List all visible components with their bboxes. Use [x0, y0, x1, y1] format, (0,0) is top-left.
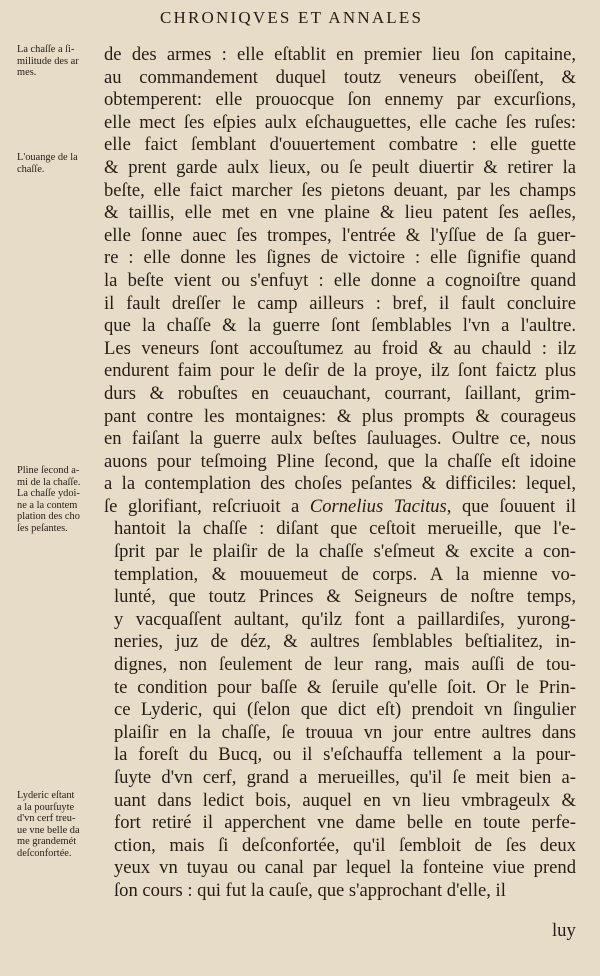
body-line: endurent faim pour le deſir de la proye, ilz ſont faictz plus — [104, 360, 576, 382]
margin-note — [17, 152, 103, 175]
body-line: ſuyte d'vn cerf, grand a merueilles, qu'il ſe meit bien a- — [114, 767, 576, 788]
margin-note — [17, 465, 103, 535]
margin-note-line: chaſſe. — [17, 163, 45, 175]
body-line: ſprit par le plaiſir de la chaſſe s'eſmeut & excite a con- — [114, 541, 576, 563]
body-line: ce Lyderic, qui (ſelon que dict eſt) prendoit vn ſingulier — [114, 699, 576, 721]
margin-note-line: ſes peſantes. — [17, 522, 68, 534]
body-line: neries, juz de déz, & aultres ſemblables beſtialitez, in- — [114, 631, 576, 653]
margin-note-line: militude des ar — [17, 55, 79, 67]
body-line: au commandement duquel toutz veneurs obeiſſent, & — [104, 66, 576, 88]
body-line: beſte, elle faict marcher ſes pietons deuant, par les champs — [104, 179, 576, 201]
body-line: plaiſir en la chaſſe, ſe trouua vn jour entre aultres dans — [114, 721, 576, 743]
margin-note-line: La chaſſe a ſi- — [17, 44, 75, 55]
body-line: yeux vn tuyau ou canal par lequel la fonteine viue prend — [114, 857, 576, 879]
body-line: hantoit la chaſſe : diſant que ceſtoit merueille, que l'e- — [114, 518, 576, 540]
body-line: elle ſonne auec ſes trompes, l'entrée & l'yſſue de ſa guer- — [104, 224, 576, 246]
margin-note-line: d'vn cerf treu- — [17, 813, 76, 825]
margin-note — [17, 44, 103, 79]
margin-note-line: Pline ſecond a- — [17, 465, 80, 476]
running-title: CHRONIQVES ET ANNALES — [160, 8, 424, 27]
body-text — [104, 44, 576, 903]
body-line: ſon cours : qui fut la cauſe, que s'approchant d'elle, il — [114, 879, 506, 901]
body-line: & taillis, elle met en vne plaine & lieu patent ſes aeſles, — [104, 202, 576, 224]
body-line: elle faict ſemblant d'ouuertement combatre : elle guette — [104, 134, 576, 156]
body-line: de des armes : elle eſtablit en premier lieu ſon capitaine, — [104, 44, 576, 65]
body-line: la foreſt du Bucq, ou il s'eſchauffa tellement a la pour- — [114, 744, 576, 766]
body-line: en faiſant la guerre aulx beſtes ſauluages. Oultre ce, nous — [104, 428, 576, 450]
body-line: lunté, que toutz Princes & Seigneurs de noſtre temps, — [114, 586, 576, 608]
body-line: y vacquaſſent aultant, qu'ilz font a paillardiſes, yurong- — [114, 608, 576, 630]
body-line: a la contemplation des choſes peſantes & difficiles: lequel, — [104, 473, 576, 495]
body-line: il fault dreſſer le camp ailleurs : bref, il fault concluire — [104, 292, 576, 314]
body-line: fort retiré il apperchent vne dame belle en toute perfe- — [114, 812, 576, 834]
body-line: elle mect ſes eſpies aulx eſchauguettes, elle cache ſes ruſes: — [104, 111, 576, 133]
margin-note-line: a la pourſuyte — [17, 801, 75, 813]
body-line: & prent garde aulx lieux, ou ſe peult diuertir & retirer la — [104, 156, 576, 178]
margin-note-line: Lyderic eſtant — [17, 790, 75, 801]
margin-note-line: La chaſſe ydoi- — [17, 488, 80, 500]
body-line: ction, mais ſi deſconfortée, qu'il ſembloit de ſes deux — [114, 834, 576, 856]
margin-note-line: ne a la contem — [17, 499, 78, 511]
body-line: auons pour teſmoing Pline ſecond, que la chaſſe eſt idoine — [104, 450, 576, 472]
margin-note-line: L'ouange de la — [17, 152, 78, 163]
body-line: que la chaſſe & la guerre ſont ſemblables l'vn a l'aultre. — [104, 315, 576, 337]
margin-note-line: plation des cho — [17, 511, 80, 523]
body-line: Les veneurs ſont accouſtumez au froid & au chauld : ilz — [104, 337, 576, 359]
catchword: luy — [552, 920, 576, 941]
body-line: la beſte vient ou s'enfuyt : elle donne a cognoiſtre quand — [104, 269, 576, 291]
body-line: re : elle donne les ſignes de victoire : elle ſignifie quand — [104, 247, 576, 269]
body-line: dignes, non ſeulement de leur rang, mais auſſi de tou- — [114, 654, 576, 676]
margin-note-line: mi de la chaſſe. — [17, 476, 81, 488]
body-line: templation, & mouuemeut de corps. A la mienne vo- — [114, 563, 576, 585]
margin-note-line: mes. — [17, 67, 37, 79]
margin-note-line: ue vne belle da — [17, 824, 80, 836]
margin-note-line: deſconfortée. — [17, 847, 72, 859]
body-line: ſe glorifiant, reſcriuoit a Cornelius Tacitus, que ſouuent il — [104, 495, 577, 517]
body-line: obtemperent: elle prouocque ſon ennemy par excurſions, — [104, 89, 576, 111]
margin-note — [17, 790, 103, 860]
body-line: durs & robuſtes en ceuauchant, courrant, ſaillant, grim- — [104, 382, 576, 404]
margin-note-line: me grandemét — [17, 836, 77, 848]
body-line: pant contre les montaignes: & plus prompts & courageus — [104, 405, 576, 427]
body-line: uant dans ledict bois, auquel en vn lieu vmbrageulx & — [114, 789, 576, 811]
body-line: te condition pour baſſe & ſeruile qu'elle ſoit. Or le Prin- — [114, 676, 576, 698]
